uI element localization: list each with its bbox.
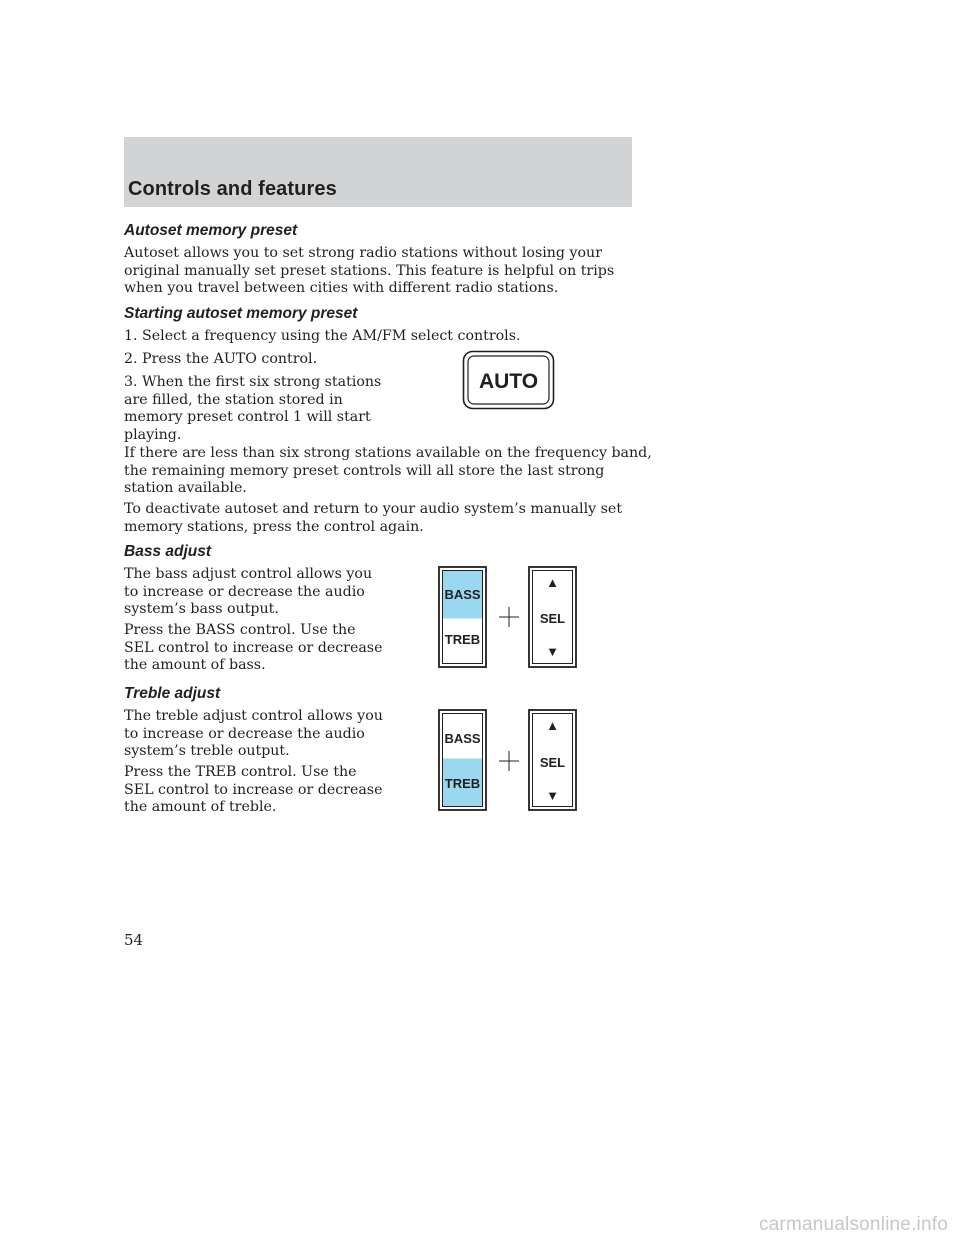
text-line: original manually set preset stations. This feature is helpful on trips	[124, 262, 615, 279]
text-line: Press the BASS control. Use the	[124, 622, 356, 638]
bass-label: BASS	[444, 731, 481, 746]
text-line: system’s bass output.	[124, 601, 279, 617]
down-arrow-icon: ▼	[546, 788, 559, 803]
sel-label: SEL	[539, 611, 566, 626]
treble-paragraph-1	[124, 708, 383, 761]
text-line: memory preset control 1 will start	[124, 409, 371, 425]
text-line: are filled, the station stored in	[124, 391, 343, 408]
sel-label: SEL	[539, 755, 566, 770]
text-line: system’s treble output.	[124, 743, 290, 759]
text-line: If there are less than six strong stations available on the frequency band,	[124, 445, 652, 461]
watermark: carmanualsonline.info	[758, 1214, 948, 1235]
treb-label: TREB	[444, 776, 481, 791]
page-number: 54	[124, 931, 144, 949]
text-line: SEL control to increase or decrease	[124, 639, 383, 656]
text-line: to increase or decrease the audio	[124, 725, 365, 742]
bass-sel-figure	[436, 565, 582, 669]
step-2: 2. Press the AUTO control.	[124, 351, 318, 367]
text-line: The treble adjust control allows you	[124, 708, 383, 724]
auto-button-label: AUTO	[478, 370, 539, 393]
text-line: playing.	[124, 426, 182, 443]
bass-label: BASS	[444, 587, 481, 602]
treb-label: TREB	[444, 632, 481, 647]
down-arrow-icon: ▼	[546, 644, 559, 659]
text-line: Press the TREB control. Use the	[124, 764, 357, 780]
up-arrow-icon: ▲	[546, 718, 559, 733]
text-line: Autoset allows you to set strong radio stations without losing your	[124, 245, 602, 261]
text-line: The bass adjust control allows you	[124, 566, 373, 582]
text-line: 3. When the first six strong stations	[124, 374, 382, 390]
text-line: to increase or decrease the audio	[124, 583, 365, 600]
bass-paragraph-2	[124, 622, 382, 675]
step-1: 1. Select a frequency using the AM/FM select controls.	[124, 328, 521, 344]
section-header-title: Controls and features	[128, 178, 337, 200]
heading-autoset-memory-preset: Autoset memory preset	[124, 222, 298, 239]
heading-bass-adjust: Bass adjust	[124, 543, 212, 560]
text-line: the remaining memory preset controls will all store the last strong	[124, 462, 605, 479]
autoset-intro-paragraph	[124, 245, 614, 298]
heading-treble-adjust: Treble adjust	[124, 685, 221, 702]
up-arrow-icon: ▲	[546, 575, 559, 590]
heading-starting-autoset: Starting autoset memory preset	[124, 305, 358, 322]
text-line: the amount of bass.	[124, 657, 266, 673]
treble-paragraph-2	[124, 764, 382, 817]
text-line: station available.	[124, 480, 247, 496]
text-line: To deactivate autoset and return to your audio system’s manually set	[124, 501, 623, 517]
text-line: the amount of treble.	[124, 799, 277, 815]
step-3	[124, 374, 381, 444]
text-line: when you travel between cities with different radio stations.	[124, 280, 559, 296]
less-than-six-paragraph	[124, 445, 652, 498]
bass-paragraph-1	[124, 566, 372, 619]
treb-sel-figure	[436, 708, 582, 812]
text-line: memory stations, press the control again.	[124, 518, 424, 535]
auto-button-figure	[462, 350, 556, 412]
text-line: SEL control to increase or decrease	[124, 781, 383, 798]
deactivate-paragraph	[124, 501, 622, 536]
